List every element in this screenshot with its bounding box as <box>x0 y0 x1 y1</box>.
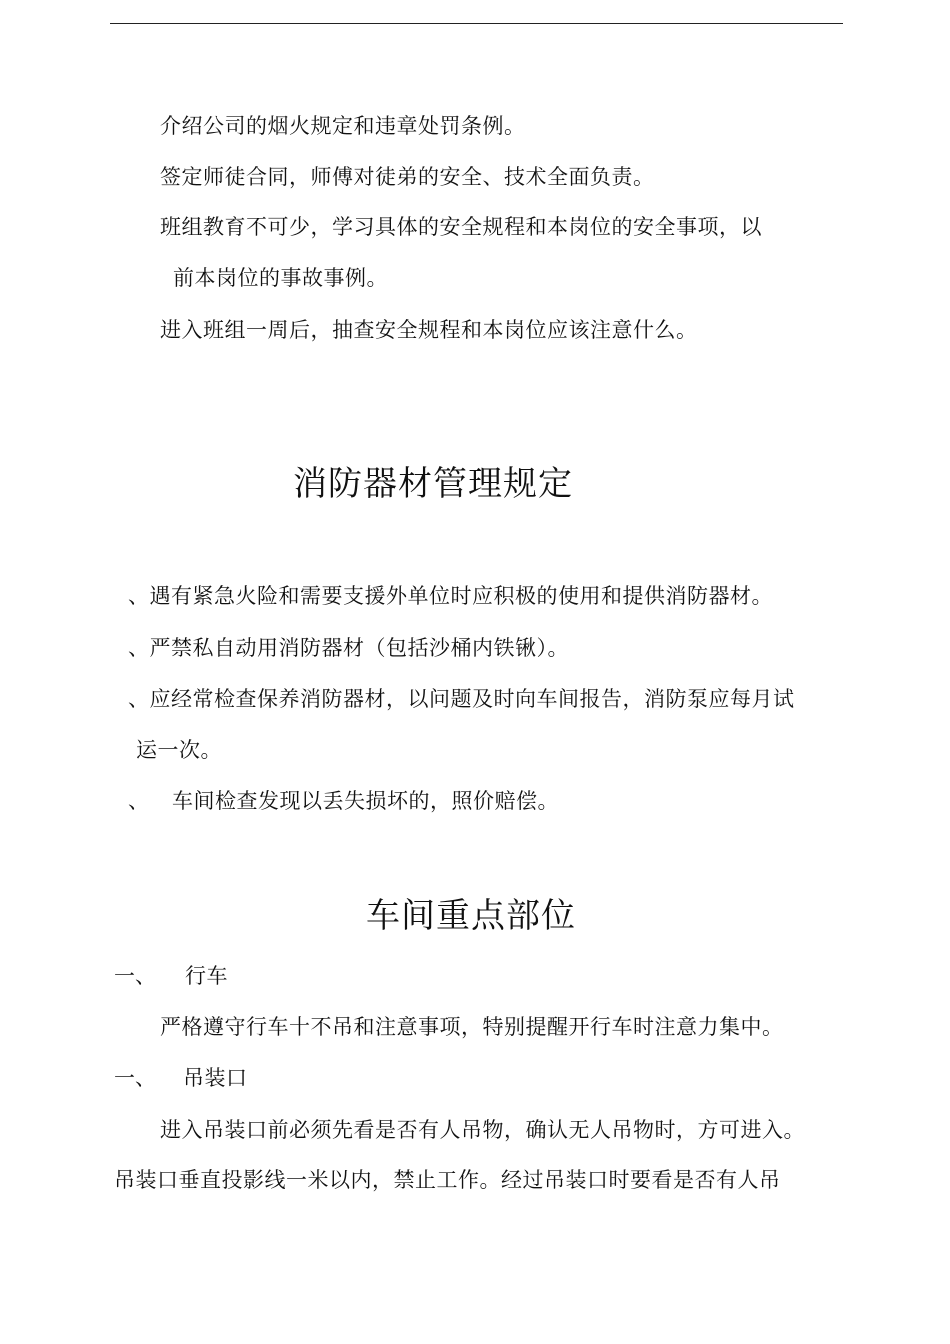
paragraph-line: 班组教育不可少，学习具体的安全规程和本岗位的安全事项，以 <box>160 215 762 239</box>
paragraph-line: 严格遵守行车十不吊和注意事项，特别提醒开行车时注意力集中。 <box>160 1015 784 1039</box>
paragraph-line: 进入吊装口前必须先看是否有人吊物，确认无人吊物时，方可进入。 <box>160 1118 805 1142</box>
section-title: 消防器材管理规定 <box>293 464 573 504</box>
list-item: 、遇有紧急火险和需要支援外单位时应积极的使用和提供消防器材。 <box>128 584 773 608</box>
list-item: 、应经常检查保养消防器材，以问题及时向车间报告，消防泵应每月试 <box>128 687 795 711</box>
list-item: 、严禁私自动用消防器材（包括沙桶内铁锹）。 <box>128 636 569 660</box>
subsection-label: 吊装口 <box>183 1066 248 1090</box>
paragraph-line: 前本岗位的事故事例。 <box>173 266 388 290</box>
list-item-continuation: 运一次。 <box>136 738 222 762</box>
paragraph-line: 进入班组一周后，抽查安全规程和本岗位应该注意什么。 <box>160 318 698 342</box>
section-title: 车间重点部位 <box>366 896 576 936</box>
subsection-label: 行车 <box>185 964 228 988</box>
header-rule <box>110 23 843 24</box>
paragraph-line: 介绍公司的烟火规定和违章处罚条例。 <box>160 114 526 138</box>
paragraph-line: 签定师徒合同，师傅对徒弟的安全、技术全面负责。 <box>160 165 655 189</box>
list-item: 车间检查发现以丢失损坏的，照价赔偿。 <box>172 789 559 813</box>
list-marker: 、 <box>128 789 149 813</box>
subsection-marker: 一、 <box>114 964 156 988</box>
paragraph-line: 吊装口垂直投影线一米以内，禁止工作。经过吊装口时要看是否有人吊 <box>114 1168 781 1192</box>
subsection-marker: 一、 <box>114 1066 156 1090</box>
